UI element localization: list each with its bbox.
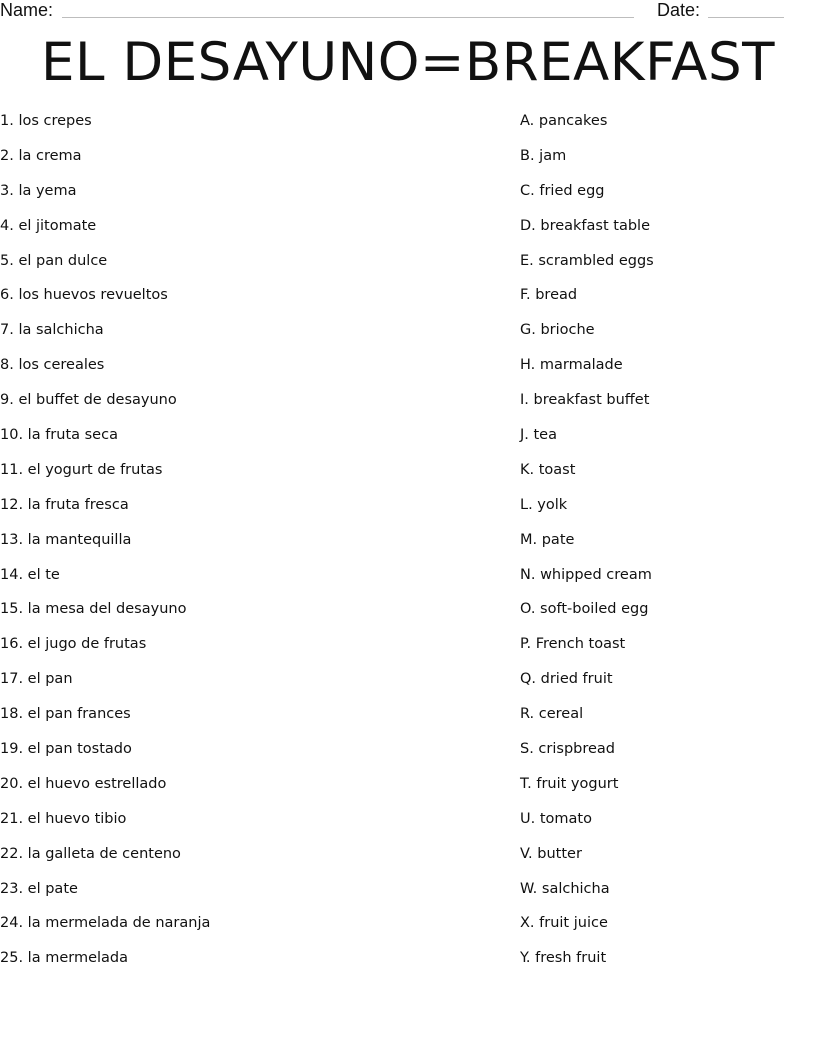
term-item: 22. la galleta de centeno xyxy=(0,845,181,862)
definition-item: L. yolk xyxy=(520,496,568,513)
term-item: 25. la mermelada xyxy=(0,950,128,967)
definition-item: D. breakfast table xyxy=(520,217,650,234)
term-item: 12. la fruta fresca xyxy=(0,496,129,513)
definition-item: A. pancakes xyxy=(520,113,608,129)
definition-item: H. marmalade xyxy=(520,357,623,374)
term-item: 7. la salchicha xyxy=(0,322,104,339)
name-blank-line xyxy=(62,17,634,18)
definition-item: P. French toast xyxy=(520,636,626,653)
term-item: 1. los crepes xyxy=(0,113,92,129)
term-item: 9. el buffet de desayuno xyxy=(0,392,177,409)
definition-item: N. whipped cream xyxy=(520,566,652,583)
term-item: 5. el pan dulce xyxy=(0,252,108,269)
definition-item: W. salchicha xyxy=(520,880,610,897)
definition-item: Q. dried fruit xyxy=(520,671,613,688)
spanish-terms-list xyxy=(0,104,480,976)
term-item: 24. la mermelada de naranja xyxy=(0,915,211,932)
term-item: 19. el pan tostado xyxy=(0,741,132,758)
english-definitions-list xyxy=(520,104,810,976)
term-item: 3. la yema xyxy=(0,182,77,199)
date-blank-line xyxy=(708,17,784,18)
definition-item: F. bread xyxy=(520,287,578,304)
term-item: 21. el huevo tibio xyxy=(0,810,127,827)
definition-item: C. fried egg xyxy=(520,182,605,199)
date-label: Date: xyxy=(657,0,701,20)
definition-item: S. crispbread xyxy=(520,741,616,758)
definition-item: R. cereal xyxy=(520,706,584,723)
definition-item: K. toast xyxy=(520,461,576,478)
term-item: 8. los cereales xyxy=(0,357,105,374)
term-item: 17. el pan xyxy=(0,671,73,688)
definition-item: E. scrambled eggs xyxy=(520,252,654,269)
term-item: 6. los huevos revueltos xyxy=(0,287,168,304)
definition-item: O. soft-boiled egg xyxy=(520,601,649,618)
term-item: 15. la mesa del desayuno xyxy=(0,601,187,618)
definition-item: U. tomato xyxy=(520,810,592,827)
definition-item: G. brioche xyxy=(520,322,595,339)
name-label: Name: xyxy=(0,0,54,20)
definition-item: J. tea xyxy=(520,427,557,444)
term-item: 16. el jugo de frutas xyxy=(0,636,147,653)
worksheet-title: EL DESAYUNO=BREAKFAST xyxy=(41,32,775,93)
definition-item: B. jam xyxy=(520,147,567,164)
definition-item: I. breakfast buffet xyxy=(520,392,650,409)
term-item: 4. el jitomate xyxy=(0,217,97,234)
term-item: 2. la crema xyxy=(0,147,82,164)
term-item: 18. el pan frances xyxy=(0,706,131,723)
worksheet-header xyxy=(0,0,816,24)
term-item: 20. el huevo estrellado xyxy=(0,775,167,792)
term-item: 13. la mantequilla xyxy=(0,531,132,548)
definition-item: M. pate xyxy=(520,531,575,548)
term-item: 11. el yogurt de frutas xyxy=(0,461,163,478)
term-item: 10. la fruta seca xyxy=(0,427,118,444)
definition-item: Y. fresh fruit xyxy=(520,950,607,967)
definition-item: X. fruit juice xyxy=(520,915,608,932)
term-item: 23. el pate xyxy=(0,880,78,897)
definition-item: V. butter xyxy=(520,845,582,862)
definition-item: T. fruit yogurt xyxy=(520,775,619,792)
term-item: 14. el te xyxy=(0,566,60,583)
